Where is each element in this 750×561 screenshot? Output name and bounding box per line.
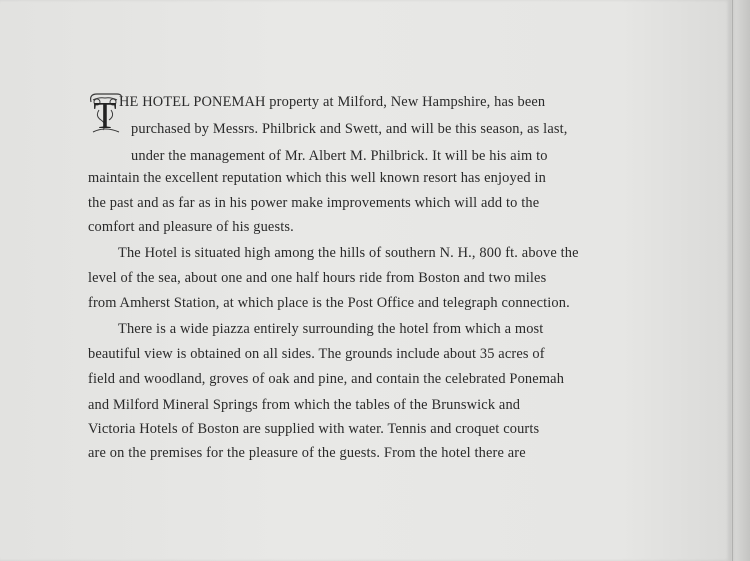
text-line-3: under the management of Mr. Albert M. Philbrick. It will be his aim to xyxy=(131,148,548,164)
drop-cap-letter: T xyxy=(93,95,117,136)
text-line-6: comfort and pleasure of his guests. xyxy=(88,219,294,235)
page-edge xyxy=(730,0,750,561)
text-line-13: and Milford Mineral Springs from which the tables of the Brunswick and xyxy=(88,397,521,413)
text-line-7: The Hotel is situated high among the hills of southern N. H., 800 ft. above the xyxy=(118,245,579,261)
text-line-11: beautiful view is obtained on all sides. The grounds include about 35 acres of xyxy=(88,346,545,362)
text-line-1: HE HOTEL PONEMAH property at Milford, New Hampshire, has been xyxy=(119,94,546,110)
text-line-14: Victoria Hotels of Boston are supplied with water. Tennis and croquet courts xyxy=(88,421,540,437)
text-line-10: There is a wide piazza entirely surrounding the hotel from which a most xyxy=(118,321,544,337)
page-edge-line xyxy=(732,0,733,561)
text-line-12: field and woodland, groves of oak and pine, and contain the celebrated Ponemah xyxy=(88,371,565,387)
text-line-9: from Amherst Station, at which place is the Post Office and telegraph connection. xyxy=(88,295,570,311)
text-line-4: maintain the excellent reputation which this well known resort has enjoyed in xyxy=(88,170,546,186)
text-line-8: level of the sea, about one and one half hours ride from Boston and two miles xyxy=(88,270,547,286)
text-line-15: are on the premises for the pleasure of the guests. From the hotel there are xyxy=(88,445,526,461)
text-line-5: the past and as far as in his power make improvements which will add to the xyxy=(88,195,540,211)
text-line-2: purchased by Messrs. Philbrick and Swett, and will be this season, as last, xyxy=(131,121,568,137)
